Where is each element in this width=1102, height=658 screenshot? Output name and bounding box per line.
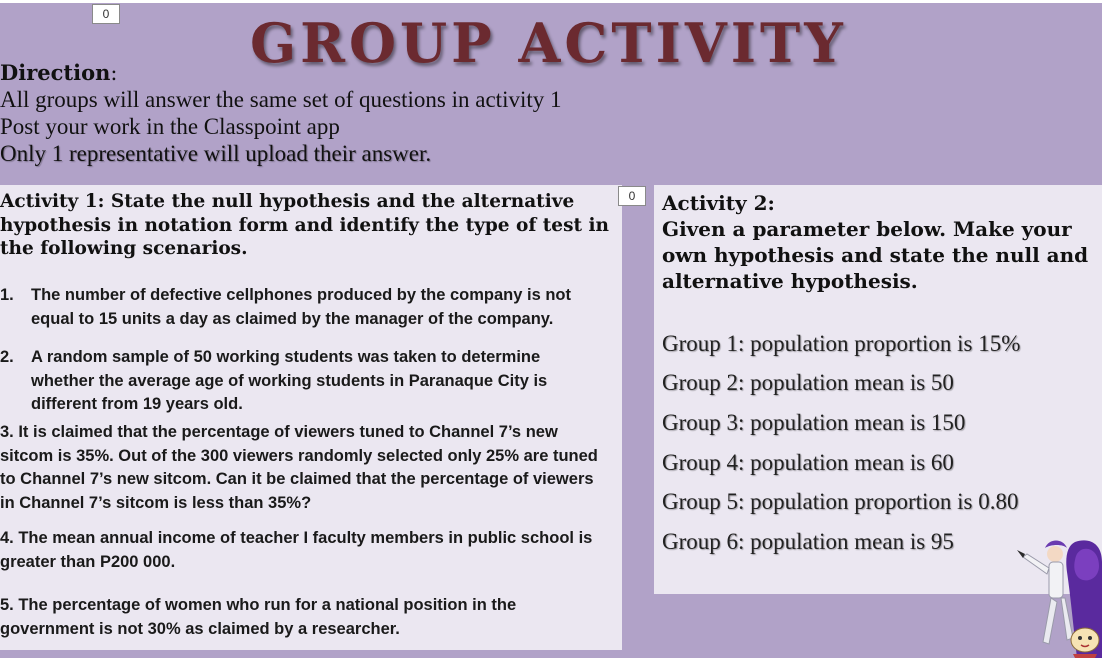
- activity1-heading: Activity 1: State the null hypothesis and the alternative hypothesis in notation form and identify the type of test in the following scenarios.: [0, 191, 609, 259]
- group-2-parameter: Group 2: population mean is 50: [662, 370, 954, 395]
- direction-line-3: Only 1 representative will upload their answer.: [0, 141, 432, 166]
- activity1-item-1: [0, 284, 593, 331]
- activity2-heading: [662, 190, 1102, 294]
- direction-heading: Direction:: [0, 60, 118, 85]
- direction-block: [0, 60, 562, 167]
- item-number: 2.: [0, 348, 14, 366]
- activity1-panel: [0, 185, 622, 650]
- cartoon-character-image: [1015, 532, 1102, 658]
- item-text: A random sample of 50 working students was taken to determine whether the average age of working students in Paranaque City is different from 19 years old.: [31, 348, 548, 413]
- item-number: 1.: [0, 286, 14, 304]
- direction-line-2: Post your work in the Classpoint app: [0, 114, 340, 139]
- page-title: GROUP ACTIVITY: [250, 11, 847, 75]
- activity1-item-3: 3. It is claimed that the percentage of viewers tuned to Channel 7’s new sitcom is 35%. Out of the 300 viewers randomly selected only 25% are tuned to Channel 7’s new sitcom. Can it be claimed that the percentage of viewers in Channel 7’s sitcom is less than 35%?: [0, 423, 598, 512]
- group-6-parameter: Group 6: population mean is 95: [662, 529, 954, 554]
- item-text: The number of defective cellphones produced by the company is not equal to 15 units a day as claimed by the manager of the company.: [31, 286, 572, 328]
- activity1-item-2: [0, 346, 576, 417]
- group-3-parameter: Group 3: population mean is 150: [662, 410, 966, 435]
- counter-box-middle[interactable]: 0: [618, 186, 646, 206]
- counter-box-top[interactable]: 0: [92, 4, 120, 24]
- group-5-parameter: Group 5: population proportion is 0.80: [662, 489, 1019, 514]
- group-4-parameter: Group 4: population mean is 60: [662, 450, 954, 475]
- activity1-item-4: 4. The mean annual income of teacher I faculty members in public school is greater than P200 000.: [0, 529, 593, 571]
- top-border: [0, 0, 1102, 3]
- activity2-instruction: Given a parameter below. Make your own hypothesis and state the null and alternative hypothesis.: [662, 217, 1089, 293]
- direction-line-1: All groups will answer the same set of questions in activity 1: [0, 87, 562, 112]
- group-1-parameter: Group 1: population proportion is 15%: [662, 331, 1021, 356]
- activity1-item-5: 5. The percentage of women who run for a national position in the government is not 30% as claimed by a researcher.: [0, 596, 517, 638]
- activity2-title: Activity 2:: [662, 191, 775, 215]
